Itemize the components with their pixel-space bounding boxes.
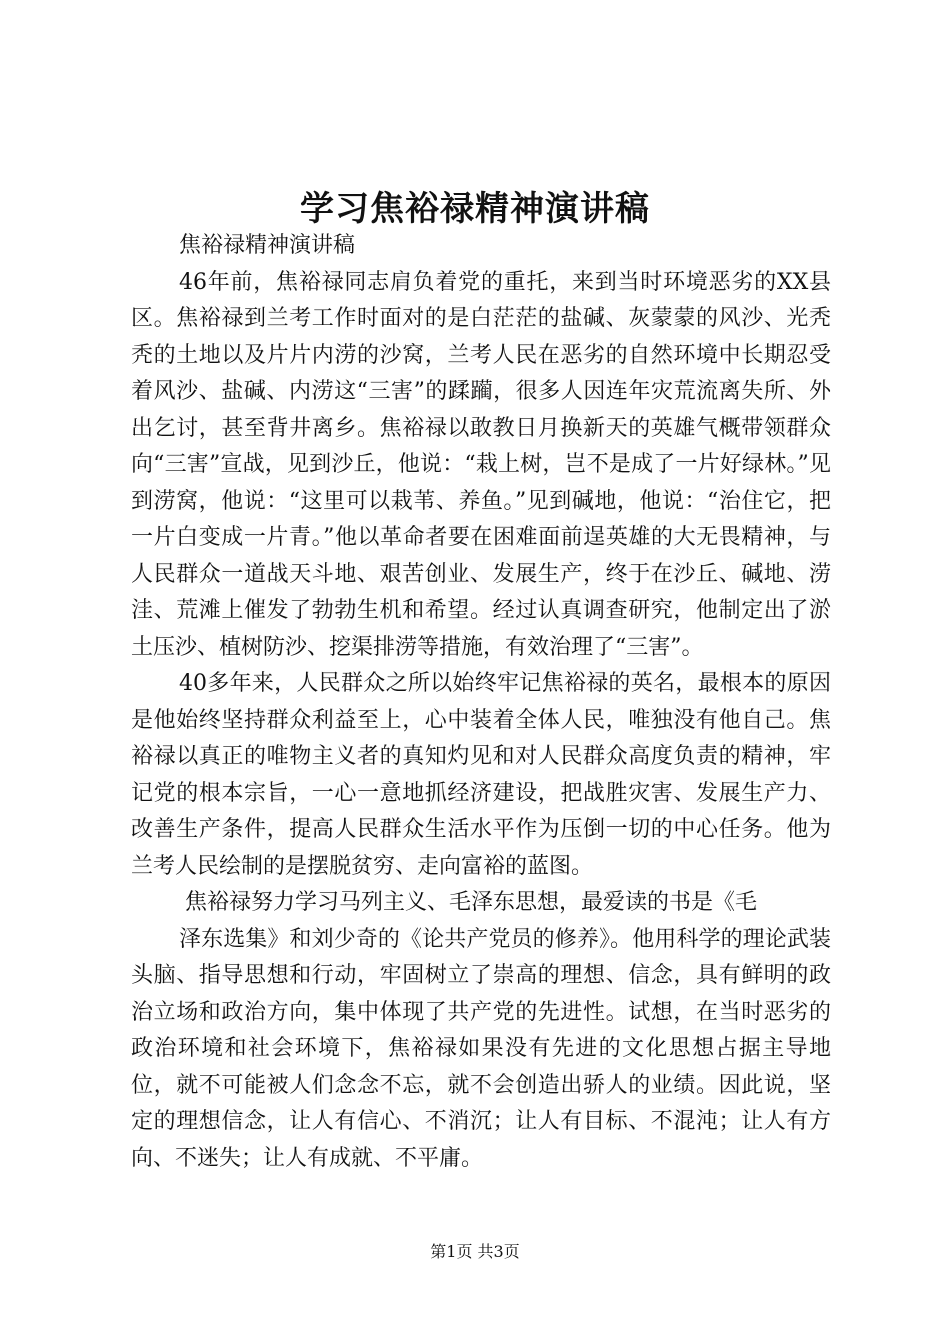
document-title: 学习焦裕禄精神演讲稿 [300, 189, 650, 229]
document-body [131, 228, 831, 1177]
paragraph-subtitle: 焦裕禄精神演讲稿 [179, 233, 356, 258]
paragraph-2: 40多年来，人民群众之所以始终牢记焦裕禄的英名，最根本的原因是他始终坚持群众利益至上，心中装着全体人民，唯独没有他自己。焦裕禄以真正的唯物主义者的真知灼见和对人民群众高度负责的精神，牢记党的根本宗旨，一心一意地抓经济建设，把战胜灾害、发展生产力、改善生产条件，提高人民群众生活水平作为压倒一切的中心任务。他为兰考人民绘制的是摆脱贫穷、走向富裕的蓝图。 [131, 671, 831, 879]
paragraph-4: 泽东选集》和刘少奇的《论共产党员的修养》。他用科学的理论武装头脑、指导思想和行动，牢固树立了崇高的理想、信念，具有鲜明的政治立场和政治方向，集中体现了共产党的先进性。试想，在当时恶劣的政治环境和社会环境下，焦裕禄如果没有先进的文化思想占据主导地位，就不可能被人们念念不忘，就不会创造出骄人的业绩。因此说，坚定的理想信念，让人有信心、不消沉；让人有目标、不混沌；让人有方向、不迷失；让人有成就、不平庸。 [131, 926, 831, 1171]
page-number-footer: 第1页 共3页 [430, 1242, 520, 1261]
paragraph-3: 焦裕禄努力学习马列主义、毛泽东思想，最爱读的书是《毛 [185, 890, 758, 915]
paragraph-1: 46年前，焦裕禄同志肩负着党的重托，来到当时环境恶劣的XX县区。焦裕禄到兰考工作时面对的是白茫茫的盐碱、灰蒙蒙的风沙、光秃秃的土地以及片片内涝的沙窝，兰考人民在恶劣的自然环境中长期忍受着风沙、盐碱、内涝这“三害”的蹂躏，很多人因连年灾荒流离失所、外出乞讨，甚至背井离乡。焦裕禄以敢教日月换新天的英雄气概带领群众向“三害”宣战，见到沙丘，他说：“栽上树，岂不是成了一片好绿林。”见到涝窝，他说：“这里可以栽苇、养鱼。”见到碱地，他说：“治住它，把一片白变成一片青。”他以革命者要在困难面前逞英雄的大无畏精神，与人民群众一道战天斗地、艰苦创业、发展生产，终于在沙丘、碱地、涝洼、荒滩上催发了勃勃生机和希望。经过认真调查研究，他制定出了淤土压沙、植树防沙、挖渠排涝等措施，有效治理了“三害”。 [131, 269, 831, 660]
